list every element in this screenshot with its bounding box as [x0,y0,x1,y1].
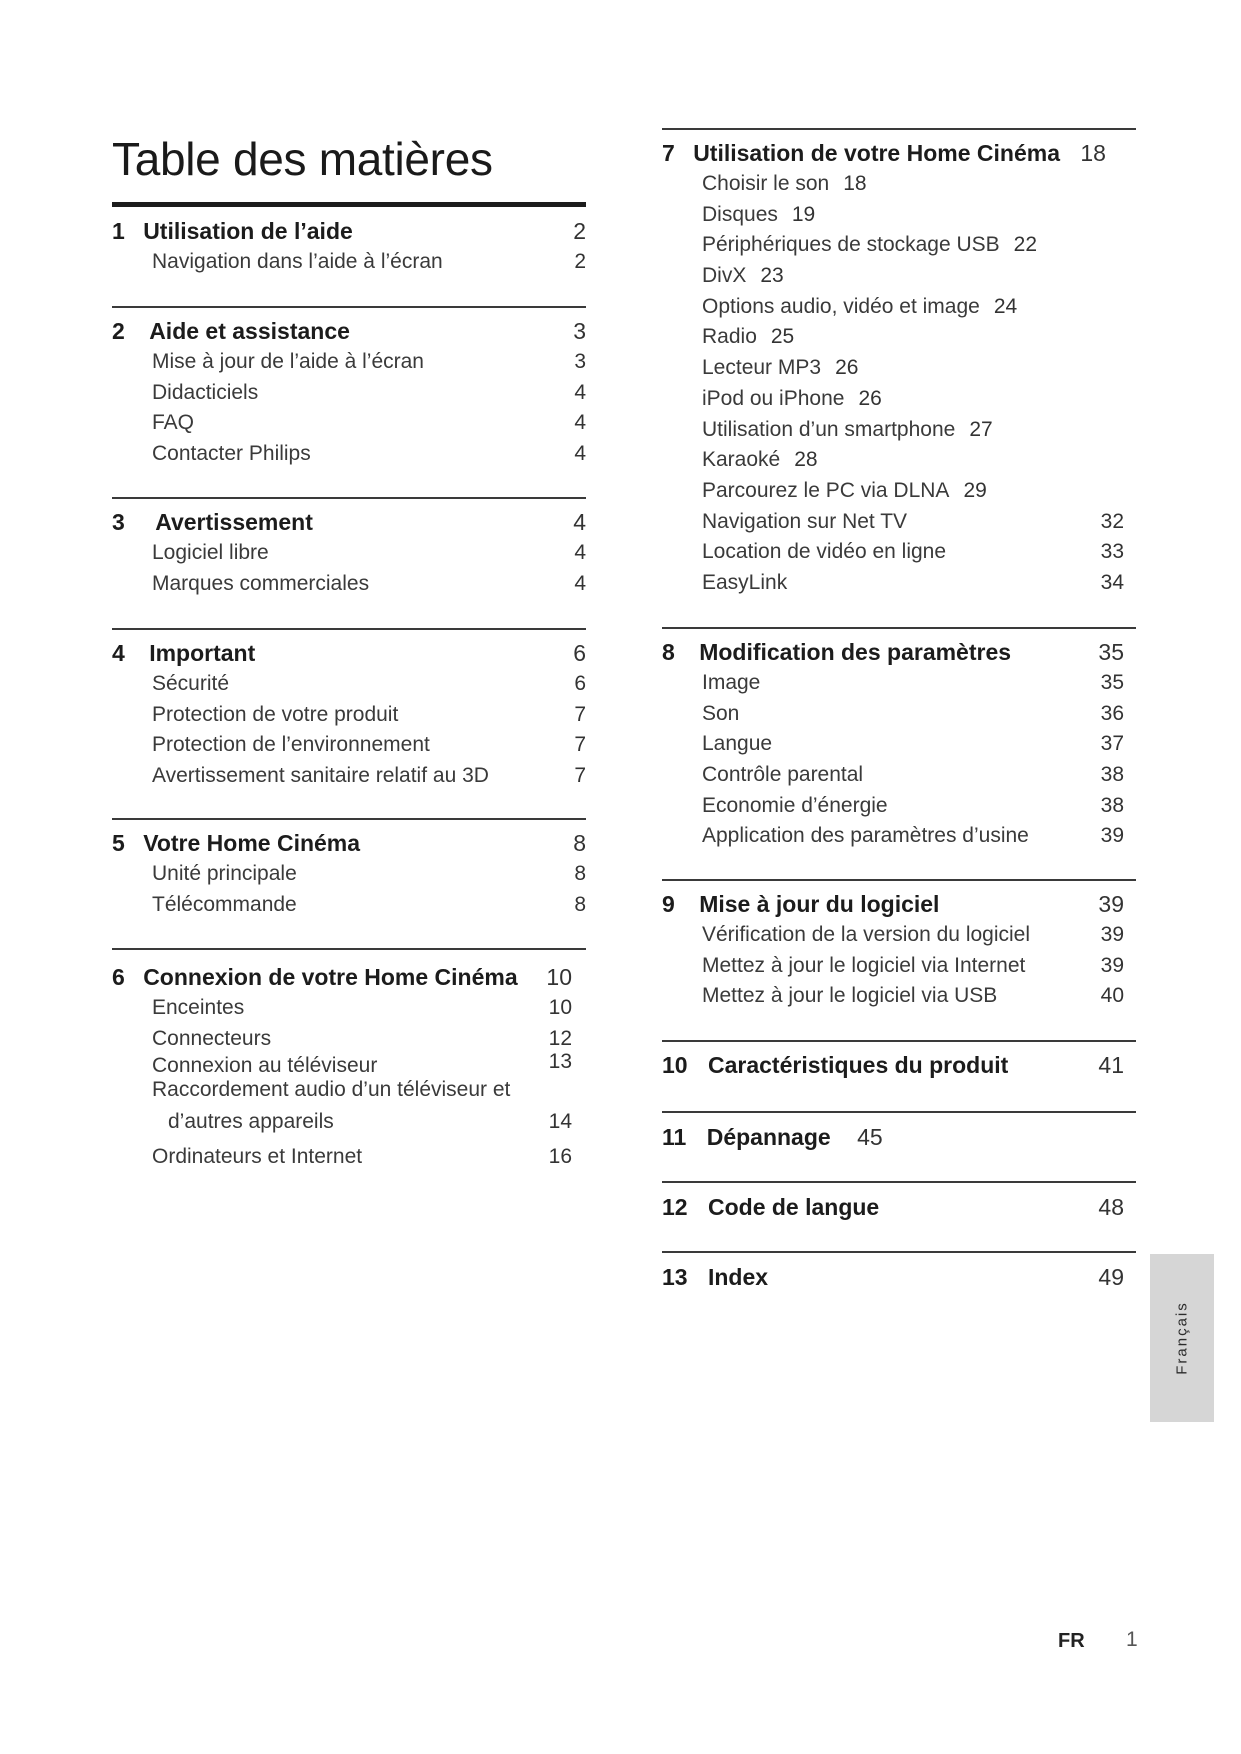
entry-page: 2 [574,250,586,273]
section-number: 8 [662,639,675,665]
toc-entry[interactable] [662,537,1136,568]
entry-label: Vérification de la version du logiciel [702,923,1031,946]
entry-label: iPod ou iPhone [702,386,845,410]
entry-page: 12 [548,1026,572,1050]
entry-label: Navigation dans l’aide à l’écran [152,250,443,273]
toc-entry[interactable] [662,230,1136,261]
entry-label: Karaoké [702,448,781,472]
entry-page: 16 [548,1145,572,1169]
entry-label: Mettez à jour le logiciel via Internet [702,953,1026,977]
entry-page: 38 [1100,763,1124,787]
entry-label: FAQ [152,411,195,435]
section-number: 10 [662,1052,688,1078]
entry-label: Périphériques de stockage USB [702,233,1000,257]
entry-label: Unité principale [152,862,297,885]
entry-label: Son [702,701,740,725]
section-title: Dépannage [706,1124,831,1150]
toc-entry[interactable] [112,993,586,1024]
entry-page: 26 [858,386,882,410]
entry-page: 23 [760,264,784,288]
entry-page: 34 [1100,570,1124,594]
toc-section-1 [112,216,586,278]
section-page: 39 [1098,891,1124,917]
entry-page: 40 [1100,984,1124,1008]
section-number: 5 [112,830,125,856]
entry-label: Mise à jour de l’aide à l’écran [152,350,424,373]
section-divider [112,306,586,308]
entry-label: Protection de l’environnement [152,733,430,757]
section-divider [662,879,1136,881]
toc-section-5 [112,828,586,920]
entry-page: 13 [548,1050,572,1074]
entry-page: 3 [574,350,586,373]
section-divider [662,1251,1136,1253]
toc-entry[interactable] [112,859,586,890]
section-title: Votre Home Cinéma [143,830,361,856]
toc-entry[interactable] [112,890,586,921]
language-side-tab-label: Français [1173,1301,1191,1375]
section-page: 10 [546,964,572,990]
entry-page: 4 [574,571,586,595]
language-side-tab [1150,1254,1214,1422]
toc-entry[interactable] [662,951,1136,982]
entry-label: Marques commerciales [152,571,370,595]
section-title: Important [149,640,256,666]
section-number: 13 [662,1264,688,1290]
toc-entry[interactable] [662,791,1136,822]
section-heading[interactable] [662,1192,1136,1223]
toc-section-7 [662,138,1136,599]
section-heading[interactable] [112,828,586,859]
entry-label: Télécommande [152,892,297,916]
toc-entry[interactable] [112,439,586,470]
section-title: Caractéristiques du produit [707,1052,1009,1078]
footer-page-number: 1 [1126,1628,1138,1651]
section-page: 49 [1098,1264,1124,1290]
entry-label: Choisir le son [702,172,830,195]
toc-section-12 [662,1192,1136,1223]
section-number: 7 [662,140,675,166]
toc-section-4 [112,638,586,792]
toc-entry[interactable] [662,322,1136,353]
entry-label: Radio [702,325,757,349]
entry-label: Contacter Philips [152,442,311,466]
section-heading[interactable] [662,138,1136,169]
toc-section-13 [662,1262,1136,1293]
toc-entry[interactable] [662,760,1136,791]
entry-page: 33 [1100,540,1124,564]
section-divider [112,818,586,820]
toc-entry[interactable] [662,699,1136,730]
toc-entry[interactable] [112,730,586,761]
entry-label: Navigation sur Net TV [702,509,908,533]
entry-page: 24 [993,294,1018,318]
toc-entry[interactable] [662,729,1136,760]
entry-label: Image [702,671,761,694]
toc-section-11 [662,1122,1136,1153]
entry-label: Mettez à jour le logiciel via USB [702,984,998,1008]
entry-page: 37 [1100,732,1124,756]
section-heading[interactable] [662,889,1136,920]
entry-label: Utilisation d’un smartphone [702,417,956,441]
section-page: 41 [1098,1052,1124,1078]
title-rule [112,202,586,207]
section-heading[interactable] [112,316,586,347]
entry-label: Application des paramètres d’usine [702,824,1029,848]
toc-entry[interactable] [662,200,1136,231]
toc-section-9 [662,889,1136,1012]
entry-page: 7 [574,702,586,726]
entry-page: 26 [835,356,859,380]
toc-entry[interactable] [112,247,586,278]
section-page: 35 [1098,639,1124,665]
toc-entry[interactable] [662,981,1136,1012]
section-page: 45 [857,1124,883,1150]
section-heading[interactable] [662,1050,1136,1081]
entry-label: d’autres appareils [168,1110,334,1134]
toc-entry[interactable] [662,384,1136,415]
toc-entry[interactable] [112,1142,586,1173]
entry-label: Logiciel libre [152,541,269,564]
entry-label: Avertissement sanitaire relatif au 3D [152,764,489,788]
entry-label: Parcourez le PC via DLNA [702,478,950,502]
toc-entry[interactable] [662,821,1136,852]
toc-entry[interactable] [662,920,1136,951]
section-heading[interactable] [662,1122,1136,1153]
entry-page: 4 [574,411,586,435]
toc-entry[interactable] [662,415,1136,446]
entry-page: 10 [548,996,572,1019]
section-divider [662,627,1136,629]
section-title: Code de langue [707,1194,880,1220]
entry-page: 4 [574,442,586,466]
section-page: 48 [1098,1194,1124,1220]
toc-entry-first-line[interactable] [112,1078,586,1102]
entry-page: 18 [843,172,867,195]
entry-page: 39 [1100,923,1124,946]
section-divider [112,948,586,950]
toc-entry[interactable] [112,669,586,700]
entry-page: 38 [1100,793,1124,817]
entry-page: 14 [548,1110,572,1134]
entry-page: 8 [574,862,586,885]
section-heading[interactable] [112,216,586,247]
entry-label: Connexion au téléviseur [152,1054,378,1078]
section-number: 11 [662,1124,687,1150]
entry-label: Location de vidéo en ligne [702,540,947,564]
entry-page: 7 [574,733,586,757]
section-page: 4 [573,509,586,535]
toc-section-8 [662,637,1136,852]
section-divider [662,1040,1136,1042]
entry-label: Options audio, vidéo et image [702,294,980,318]
section-heading[interactable] [112,962,586,993]
toc-entry[interactable] [112,700,586,731]
entry-label: Ordinateurs et Internet [152,1145,363,1169]
entry-page: 28 [794,448,818,472]
entry-label: Langue [702,732,773,756]
entry-page: 27 [969,417,993,441]
entry-page: 4 [574,541,586,564]
entry-page: 32 [1100,509,1124,533]
section-heading[interactable] [112,638,586,669]
entry-page: 36 [1100,701,1124,725]
entry-label: Enceintes [152,996,245,1019]
section-page: 2 [573,218,586,244]
toc-entry[interactable] [662,568,1136,599]
toc-entry[interactable] [112,538,586,569]
toc-entry[interactable] [662,261,1136,292]
toc-entry-continuation[interactable] [112,1102,586,1142]
toc-entry[interactable] [112,569,586,600]
entry-label: EasyLink [702,570,788,594]
entry-page: 6 [574,672,586,695]
entry-label: Contrôle parental [702,763,864,787]
section-page: 18 [1080,140,1106,166]
toc-entry[interactable] [112,347,586,378]
section-divider [662,1111,1136,1113]
entry-label: Disques [702,202,778,226]
section-divider [112,628,586,630]
toc-section-10 [662,1050,1136,1081]
section-divider [662,128,1136,130]
section-title: Mise à jour du logiciel [699,891,940,917]
page-title: Table des matières [112,133,493,185]
section-divider [662,1181,1136,1183]
toc-entry[interactable] [662,445,1136,476]
section-title: Aide et assistance [149,318,350,344]
entry-label: Raccordement audio d’un téléviseur et [152,1078,511,1102]
section-number: 1 [112,218,125,244]
toc-entry[interactable] [112,378,586,409]
entry-page: 39 [1100,953,1124,977]
toc-entry[interactable] [112,761,586,792]
section-title: Utilisation de votre Home Cinéma [693,140,1060,166]
entry-page: 39 [1100,824,1124,848]
toc-entry[interactable] [662,292,1136,323]
toc-section-3 [112,507,586,599]
section-title: Connexion de votre Home Cinéma [143,964,518,990]
entry-page: 29 [963,478,987,502]
entry-label: Sécurité [152,672,230,695]
section-page: 3 [573,318,586,344]
toc-entry[interactable] [112,1024,586,1055]
section-page: 8 [573,830,586,856]
toc-section-6 [112,962,586,1173]
section-number: 3 [112,509,125,535]
toc-section-2 [112,316,586,470]
section-page: 6 [573,640,586,666]
toc-entry[interactable] [662,668,1136,699]
section-number: 4 [112,640,125,666]
toc-entry[interactable] [662,476,1136,507]
section-number: 2 [112,318,125,344]
toc-entry[interactable] [662,507,1136,538]
entry-page: 22 [1013,233,1038,257]
section-number: 12 [662,1194,688,1220]
toc-entry[interactable] [662,169,1136,200]
entry-page: 4 [574,380,586,404]
toc-entry[interactable] [662,353,1136,384]
entry-page: 25 [770,325,795,349]
section-title: Index [707,1264,769,1290]
entry-label: Didacticiels [152,380,259,404]
entry-label: Connecteurs [152,1026,272,1050]
section-heading[interactable] [662,1262,1136,1293]
section-divider [112,497,586,499]
section-title: Avertissement [155,509,313,535]
entry-page: 19 [791,202,816,226]
footer-language: FR [1058,1630,1085,1652]
toc-entry[interactable] [112,1050,586,1078]
entry-page: 35 [1100,671,1124,694]
entry-label: Protection de votre produit [152,702,399,726]
toc-entry[interactable] [112,408,586,439]
entry-label: DivX [702,264,747,288]
section-title: Utilisation de l’aide [143,218,353,244]
entry-label: Economie d’énergie [702,793,888,817]
section-heading[interactable] [662,637,1136,668]
section-number: 9 [662,891,675,917]
section-heading[interactable] [112,507,586,538]
section-title: Modification des paramètres [699,639,1012,665]
entry-page: 7 [574,764,586,788]
entry-page: 8 [574,892,586,916]
section-number: 6 [112,964,125,990]
entry-label: Lecteur MP3 [702,356,822,380]
